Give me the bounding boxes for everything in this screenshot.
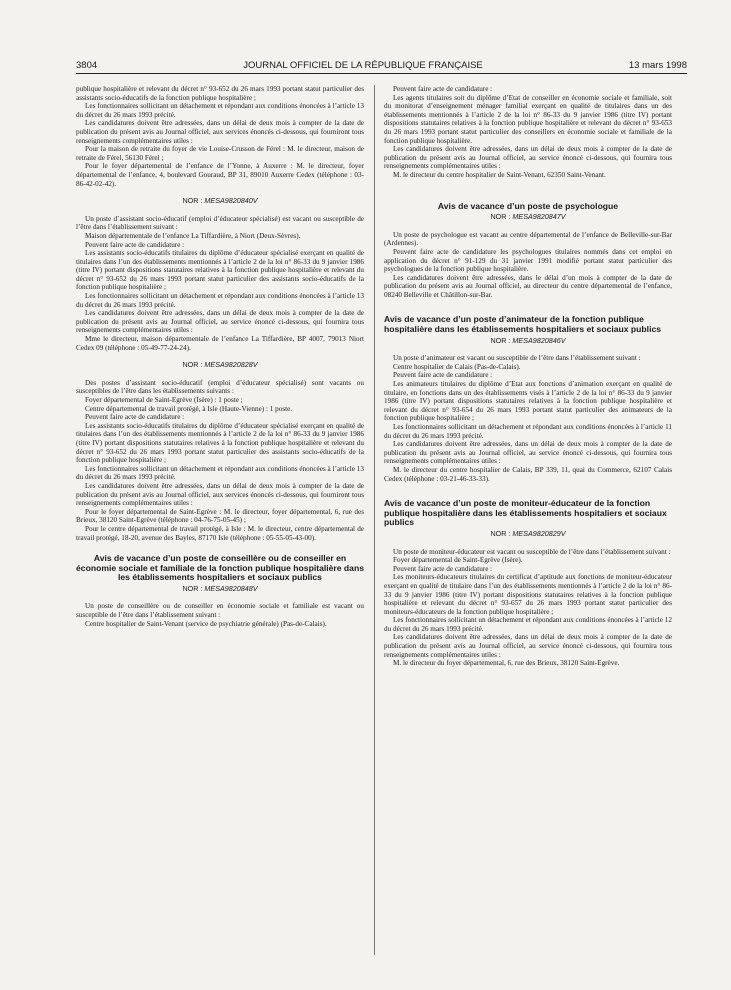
notice-title: Avis de vacance d’un poste d’animateur de la fonction publique hospitalière dans les établissements hospitaliers et sociaux publics <box>384 314 662 335</box>
paragraph: Centre départemental de travail protégé, à Isle (Haute-Vienne) : 1 poste. <box>85 404 293 413</box>
page-header <box>76 58 687 72</box>
continued-text <box>76 85 364 188</box>
notice-assistants-isere <box>76 361 364 542</box>
paragraph: Un poste d’assistant socio-éducatif (emploi d’éducateur spécialisé) est vacant ou susceptible de l’être dans l’établissement suivant : <box>76 214 364 232</box>
paragraph: Peuvent faire acte de candidature : <box>85 413 185 422</box>
paragraph: Les fonctionnaires sollicitant un détachement et répondant aux conditions énoncées à l’article 13 du décret du 26 mars 1993 précité. <box>76 102 364 119</box>
paragraph: Peuvent faire acte de candidature : <box>393 85 493 93</box>
issue-date: 13 mars 1998 <box>628 59 687 71</box>
paragraph: M. le directeur du foyer départemental, 6, rue des Brieux, 38120 Saint-Egrève. <box>393 659 620 668</box>
notice-conseiller-esf <box>76 554 364 628</box>
notice-title: Avis de vacance d’un poste de conseillère ou de conseiller en économie sociale et familiale de la fonction publique hospitalière dans les établissements hospitaliers et sociaux publics <box>76 553 364 583</box>
paragraph: Les candidatures doivent être adressées, dans un délai de deux mois à compter de la date de publication du présent avis au Journal officiel, aux services énoncés ci-dessous, qui fourniront tous renseignements complémentaires utiles : <box>76 119 364 145</box>
nor-code: MESA9820847V <box>512 212 566 222</box>
paragraph: Les animateurs titulaires du diplôme d’Etat aux fonctions d’animation exerçant en qualité de titulaire, en fonctions dans un des établissements visés à l’article 2 de la loi n° 86-33 du 9 janvier 1986 (titre IV) portant dispositions statutaires relatives à la fonction publique hospitalière et relevant du décret n° 93-654 du 26 mars 1993 portant statut particulier des animateurs de la fonction publique hospitalière ; <box>384 380 672 423</box>
left-column <box>76 85 364 628</box>
paragraph: Mme le directeur, maison départementale de l’enfance La Tiffardière, BP 4007, 79013 Niort Cedex 09 (téléphone : 05-49-77-24-24). <box>76 335 364 352</box>
paragraph: Pour le centre départemental de travail protégé, à Isle : M. le directeur, centre départemental de travail protégé, 18-20, avenue des Bayles, 87170 Isle (téléphone : 05-55-05-43-00). <box>76 524 364 542</box>
nor-reference: NOR : MESA9820847V <box>490 212 566 222</box>
nor-reference: NOR : MESA9820848V <box>182 583 258 593</box>
paragraph: Les moniteurs-éducateurs titulaires du certificat d’aptitude aux fonctions de moniteur-éducateur exerçant en qualité de titulaire dans l’un des établissements mentionnés à l’article 2 de la loi n° 86-33 du 9 janvier 1986 (titre IV) portant dispositions statutaires relatives à la fonction publique hospitalière et relevant du décret n° 93-657 du 26 mars 1993 portant statut particulier des moniteurs-éducateurs de la fonction publique hospitalière ; <box>384 573 672 616</box>
paragraph: Les candidatures doivent être adressées, dans un délai de deux mois à compter de la date de publication du présent avis au Journal officiel, au service énoncé ci-dessous, qui fournira tous renseignements complémentaires utiles : <box>76 309 364 335</box>
paragraph: Centre hospitalier de Saint-Venant (service de psychiatrie générale) (Pas-de-Calais). <box>85 619 327 628</box>
paragraph: Pour le foyer départemental de Saint-Egrève : M. le directeur, foyer départemental, 6, rue des Brieux, 38120 Saint-Egrève (téléphone : 04-76-75-05-45) ; <box>76 507 364 525</box>
nor-reference: NOR : MESA9820828V <box>182 360 258 370</box>
nor-code: MESA9820840V <box>204 196 258 206</box>
paragraph: Peuvent faire acte de candidature : <box>393 371 493 380</box>
column-divider <box>374 85 375 955</box>
page-number: 3804 <box>76 59 98 71</box>
notice-title: Avis de vacance d’un poste de psychologue <box>437 200 619 211</box>
paragraph: M. le directeur du centre hospitalier de Saint-Venant, 62350 Saint-Venant. <box>393 170 606 179</box>
paragraph: Un poste de psychologue est vacant au centre départemental de l’enfance de Belleville-sur-Bar (Ardennes). <box>384 230 672 248</box>
paragraph: Peuvent faire acte de candidature les psychologues titulaires nommés dans cet emploi en application du décret n° 91-129 du 31 janvier 1991 modifié portant statut particulier des psychologues de la fonction publique hospitalière. <box>384 247 672 274</box>
journal-title: JOURNAL OFFICIEL DE LA RÉPUBLIQUE FRANÇAISE <box>243 59 483 71</box>
notice-moniteur-educateur <box>384 499 672 668</box>
paragraph: Les fonctionnaires sollicitant un détachement et répondant aux conditions énoncées à l’article 11 du décret du 26 mars 1993 précité. <box>384 423 672 440</box>
paragraph: Foyer départemental de Saint-Egrève (Isère) : 1 poste ; <box>85 396 243 404</box>
paragraph: Les fonctionnaires sollicitant un détachement et répondant aux conditions énoncées à l’article 12 du décret du 26 mars 1993 précité. <box>384 616 672 633</box>
paragraph: publique hospitalière et relevant du décret n° 93-652 du 26 mars 1993 portant statut particulier des assistants socio-éducatifs de la fonction publique hospitalière ; <box>76 85 364 102</box>
notice-title: Avis de vacance d’un poste de moniteur-éducateur de la fonction publique hospitalière dans les établissements hospitaliers et sociaux publics <box>384 498 667 528</box>
paragraph: Les assistants socio-éducatifs titulaires du diplôme d’éducateur spécialisé exerçant en qualité de titulaires dans l’un des établissements mentionnés à l’article 2 de la loi n° 86-33 du 9 janvier 1986 (titre IV) portant dispositions statutaires relatives à la fonction publique hospitalière et relevant du décret n° 93-652 du 26 mars 1993 portant statut particulier des assistants socio-éducatifs de la fonction publique hospitalière ; <box>76 421 364 465</box>
paragraph: Foyer départemental de Saint-Egrève (Isère). <box>393 556 523 565</box>
notice-assistant-niort <box>76 197 364 352</box>
notice-psychologue <box>384 202 672 300</box>
paragraph: Un poste d’animateur est vacant ou susceptible de l’être dans l’établissement suivant : <box>393 354 641 363</box>
paragraph: Les fonctionnaires sollicitant un détachement et répondant aux conditions énoncées à l’article 13 du décret du 26 mars 1993 précité. <box>76 292 364 309</box>
nor-reference: NOR : MESA9820829V <box>490 528 566 538</box>
paragraph: Peuvent faire acte de candidature : <box>393 564 493 573</box>
paragraph: Maison départementale de l’enfance La Tiffardière, à Niort (Deux-Sèvres). <box>85 231 301 240</box>
paragraph: Pour le foyer départemental de l’enfance de l’Yonne, à Auxerre : M. le directeur, foyer départemental de l’enfance, 4, boulevard Gouraud, BP 31, 89010 Auxerre Cedex (téléphone : 03-86-42-02-42). <box>76 162 364 188</box>
paragraph: Les fonctionnaires sollicitant un détachement et répondant aux conditions énoncées à l’article 13 du décret du 26 mars 1993 précité. <box>76 464 364 482</box>
nor-code: MESA9820846V <box>512 335 566 345</box>
paragraph: Les candidatures doivent être adressées, dans un délai de deux mois à compter de la date de publication du présent avis au Journal officiel, aux services énoncés ci-dessous, qui fourniront tous renseignements complémentaires utiles : <box>76 481 364 508</box>
notice-animateur <box>384 315 672 483</box>
text-columns <box>76 85 688 965</box>
nor-code: MESA9820828V <box>204 360 258 370</box>
right-column <box>384 85 672 668</box>
paragraph: Les assistants socio-éducatifs titulaires du diplôme d’éducateur spécialisé exerçant en qualité de titulaires dans l’un des établissements mentionnés à l’article 2 de la loi n° 86-33 du 9 janvier 1986 (titre IV) portant dispositions statutaires relatives à la fonction publique hospitalière et relevant du décret n° 93-652 du 26 mars 1993 portant statut particulier des assistants socio-éducatifs de la fonction publique hospitalière ; <box>76 249 364 292</box>
paragraph: Les candidatures doivent être adressées, dans un délai de deux mois à compter de la date de publication du présent avis au Journal officiel, au service énoncé ci-dessous, qui fournira tous renseignements complémentaires utiles : <box>384 145 672 171</box>
paragraph: Les candidatures doivent être adressées, dans le délai d’un mois à compter de la date de publication du présent avis au Journal officiel, au directeur du centre départemental de l’enfance, 08240 Belleville et Châtillon-sur-Bar. <box>384 273 672 299</box>
paragraph: Des postes d’assistant socio-éducatif (emploi d’éducateur spécialisé) sont vacants ou susceptibles de l’être dans les établissements suivants : <box>76 378 364 396</box>
header-rule <box>76 73 687 74</box>
paragraph: Pour la maison de retraite du foyer de vie Louise-Crusson de Férel : M. le directeur, maison de retraite de Férel, 56130 Férel ; <box>76 145 364 162</box>
nor-code: MESA9820829V <box>512 528 566 538</box>
paragraph: Un poste de conseillère ou de conseiller en économie sociale et familiale est vacant ou susceptible de l’être dans l’établissement suivant : <box>76 602 364 620</box>
nor-reference: NOR : MESA9820846V <box>490 335 566 345</box>
paragraph: Les agents titulaires soit du diplôme d’Etat de conseiller en économie sociale et familiale, soit du monitorat d’enseignement ménager familial exerçant en qualité de titulaires dans un des établissements mentionnés à l’article 2 de la loi n° 86-33 du 9 janvier 1986 (titre IV) portant dispositions statutaires relatives à la fonction publique hospitalière et relevant du décret n° 93-653 du 26 mars 1993 portant statut particulier des conseillers en économie sociale et familiale de la fonction publique hospitalière. <box>384 93 672 145</box>
paragraph: Centre hospitalier de Calais (Pas-de-Calais). <box>393 362 521 371</box>
paragraph: Un poste de moniteur-éducateur est vacant ou susceptible de l’être dans l’établissement suivant : <box>393 547 671 556</box>
nor-reference: NOR : MESA9820840V <box>182 196 258 206</box>
nor-code: MESA9820848V <box>204 583 258 593</box>
paragraph: M. le directeur du centre hospitalier de Calais, BP 339, 11, quai du Commerce, 62107 Calais Cedex (téléphone : 03-21-46-33-33). <box>384 465 672 483</box>
paragraph: Peuvent faire acte de candidature : <box>85 240 185 249</box>
paragraph: Les candidatures doivent être adressées, dans un délai de deux mois à compter de la date de publication du présent avis au Journal officiel, au service énoncé ci-dessous, qui fournira tous renseignements complémentaires utiles : <box>384 633 672 659</box>
continued-text <box>384 85 672 180</box>
paragraph: Les candidatures doivent être adressées, dans un délai de deux mois à compter de la date de publication du présent avis au Journal officiel, au service énoncé ci-dessous, qui fournira tous renseignements complémentaires utiles : <box>384 440 672 466</box>
